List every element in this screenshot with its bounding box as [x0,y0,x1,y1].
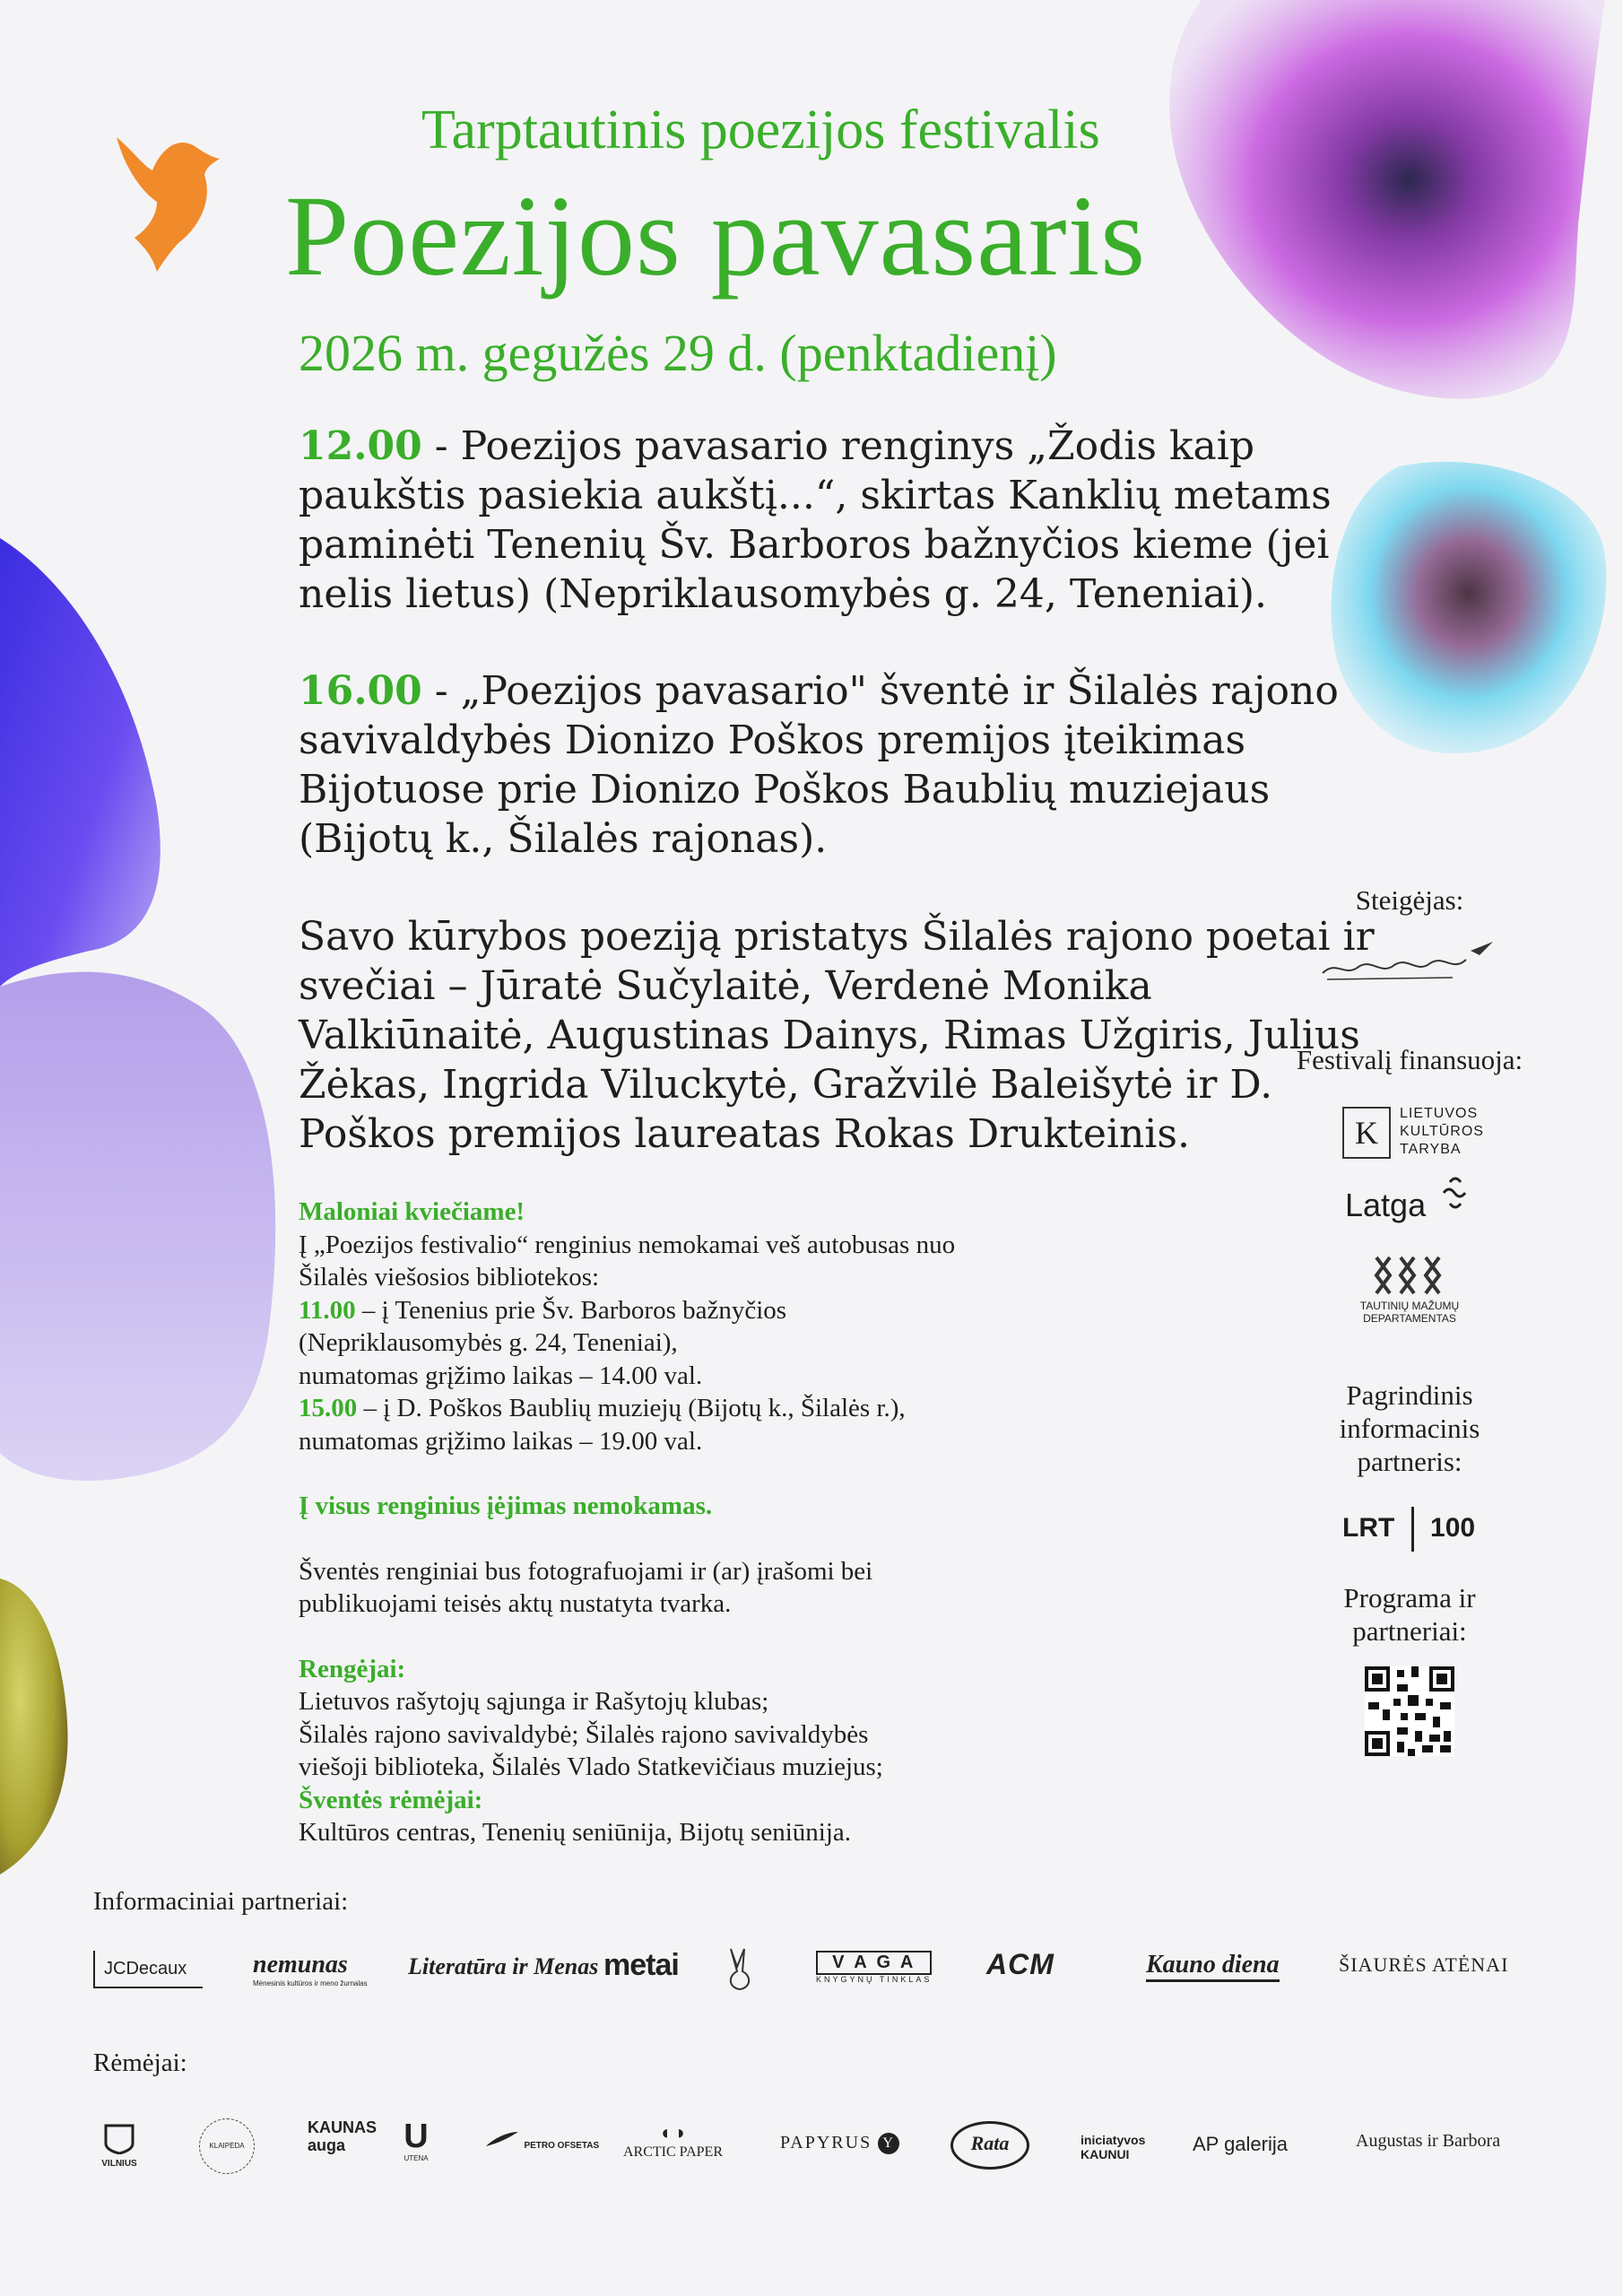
page-title: Poezijos pavasaris [285,172,1146,300]
event-2-text: - „Poezijos pavasario" šventė ir Šilalės rajono savivaldybės Dionizo Poškos premijos įteikimas Bijotuose prie Dionizo Poškos Baublių muziejaus (Bijotų k., Šilalės rajonas). [299,668,1339,862]
augustas-barbora-logo: Augustas ir Barbora [1356,2131,1501,2151]
event-2 [299,666,1375,864]
main-partner-line-2: informacinis [1339,1413,1480,1444]
program-label [1262,1581,1558,1648]
nemunas-logo [253,1951,368,1987]
sponsors-heading: Šventės rėmėjai: [299,1785,483,1814]
bus-time-1: 11.00 [299,1295,356,1325]
acm-logo: ACM [986,1948,1055,1980]
vaga-sub: KNYGYNŲ TINKLAS [816,1975,933,1984]
poets-text: Savo kūrybos poeziją pristatys Šilalės rajono poetai ir svečiai – Jūratė Sučylaitė, Verdenė Monika Valkiūnaitė, Augustinas Dainys, Rimas Užgiris, Julius Žėkas, Ingrida Viluckytė, Gražvilė Baleišytė ir D. Poškos premijos laureatas Rokas Drukteinis. [299,914,1375,1157]
lrt-text: LRT [1342,1512,1395,1543]
rata-logo: Rata [950,2121,1029,2170]
main-partner-line-3: partneris: [1357,1446,1462,1477]
bird-icon [108,130,224,274]
arctic-paper-logo: ◐◑ ARCTIC PAPER [623,2121,723,2160]
kaunas-auga-logo: KAUNAS auga [308,2118,378,2154]
ltk-line-2: KULTŪROS [1400,1124,1484,1139]
ltk-line-1: LIETUVOS [1400,1106,1479,1121]
bus-intro-1: Į „Poezijos festivalio“ renginius nemokamai veš autobusas nuo [299,1230,956,1259]
bus-intro-2: Šilalės viešosios bibliotekos: [299,1263,600,1292]
nemunas-sub: Mėnesinis kultūros ir meno žurnalas [253,1979,368,1987]
bus-time-1-line3: numatomas grįžimo laikas – 14.00 val. [299,1361,703,1390]
vilnius-crest-icon [101,2124,137,2154]
organizers-line-3: viešoji biblioteka, Šilalės Vlado Statkevičiaus muziejus; [299,1752,883,1781]
photo-notice-1: Šventės renginiai bus fotografuojami ir (ar) įrašomi bei [299,1556,873,1586]
ltk-line-3: TARYBA [1400,1142,1462,1157]
bus-info [299,1196,1159,1849]
metai-logo: metai [603,1948,679,1982]
hare-logo-icon [717,1944,762,1998]
vaga-logo [816,1951,932,1984]
bus-time-1-line2: (Nepriklausomybės g. 24, Teneniai), [299,1328,678,1357]
bus-time-2: 15.00 [299,1394,358,1422]
klaipeda-logo: KLAIPĖDA [199,2118,255,2174]
founder-label: Steigėjas: [1355,884,1464,916]
jcdecaux-logo: JCDecaux [93,1951,203,1988]
main-partner-line-1: Pagrindinis [1346,1379,1473,1411]
bus-time-1-text: – į Tenenius prie Šv. Barboros bažnyčios [355,1295,787,1325]
founder-signature-logo [1318,933,1497,987]
event-2-time: 16.00 [299,668,422,714]
funder-label: Festivalį finansuoja: [1296,1044,1523,1075]
papyrus-logo: PAPYRUS Y [780,2133,899,2154]
bus-heading: Maloniai kviečiame! [299,1197,525,1226]
nemunas-title: nemunas [253,1951,348,1979]
sponsors-line: Kultūros centras, Tenenių seniūnija, Bijotų seniūnija. [299,1818,851,1847]
bus-time-2-line2: numatomas grįžimo laikas – 19.00 val. [299,1426,703,1456]
organizers-line-2: Šilalės rajono savivaldybė; Šilalės rajono savivaldybės [299,1719,869,1749]
tmd-line-1: TAUTINIŲ MAŽUMŲ [1359,1300,1460,1312]
tmd-line-2: DEPARTAMENTAS [1363,1312,1456,1325]
tmd-text [1342,1300,1477,1325]
bus-time-2-text: – į D. Poškos Baublių muziejų (Bijotų k., Šilalės r.), [357,1394,906,1422]
vaga-title: V A G A [816,1951,932,1975]
program-line-1: Programa ir [1343,1582,1476,1613]
festival-subtitle: Tarptautinis poezijos festivalis [421,100,1100,161]
program-line-2: partneriai: [1352,1615,1467,1647]
iniciatyvos-kaunui-logo: iniciatyvos KAUNUI [1081,2133,1146,2161]
event-1-time: 12.00 [299,423,422,469]
latga-mark-icon [1439,1175,1475,1213]
siaures-atenai-logo: ŠIAURĖS ATĖNAI [1339,1953,1509,1976]
feather-icon [484,2130,520,2148]
petro-ofsetas-logo: PETRO OFSETAS [484,2130,599,2152]
main-partner-label [1262,1378,1558,1478]
kauno-diena-logo: Kauno diena [1146,1951,1280,1982]
poets-paragraph [299,912,1375,1159]
utena-logo: U UTENA [404,2118,429,2162]
ltk-logo [1342,1103,1522,1161]
supporters-label: Rėmėjai: [93,2048,187,2077]
organizers-heading: Rengėjai: [299,1654,406,1683]
tmd-logo-icon [1372,1253,1448,1298]
lrt-logo [1342,1507,1475,1552]
free-entry: Į visus renginius įėjimas nemokamas. [299,1492,713,1520]
latga-logo: Latga [1345,1187,1427,1223]
vilnius-logo: VILNIUS [92,2124,146,2169]
qr-code-icon[interactable] [1365,1666,1454,1756]
event-date: 2026 m. gegužės 29 d. (penktadienį) [299,324,1057,382]
photo-notice-2: publikuojami teisės aktų nustatyta tvarka. [299,1589,732,1618]
organizers-line-1: Lietuvos rašytojų sąjunga ir Rašytojų klubas; [299,1687,769,1716]
info-partners-label: Informaciniai partneriai: [93,1887,349,1916]
ltk-k-icon: K [1342,1107,1391,1159]
ap-galerija-logo: AP galerija [1193,2133,1288,2155]
event-1-text: - Poezijos pavasario renginys „Žodis kaip paukštis pasiekia aukštį...“, skirtas Kanklių metams paminėti Tenenių Šv. Barboros bažnyčios kieme (jei nelis lietus) (Nepriklausomybės g. 24, Teneniai). [299,423,1332,617]
lrt-100-text: 100 [1430,1512,1476,1543]
event-1 [299,422,1375,619]
literatura-menas-logo: Literatūra ir Menas [408,1953,599,1979]
